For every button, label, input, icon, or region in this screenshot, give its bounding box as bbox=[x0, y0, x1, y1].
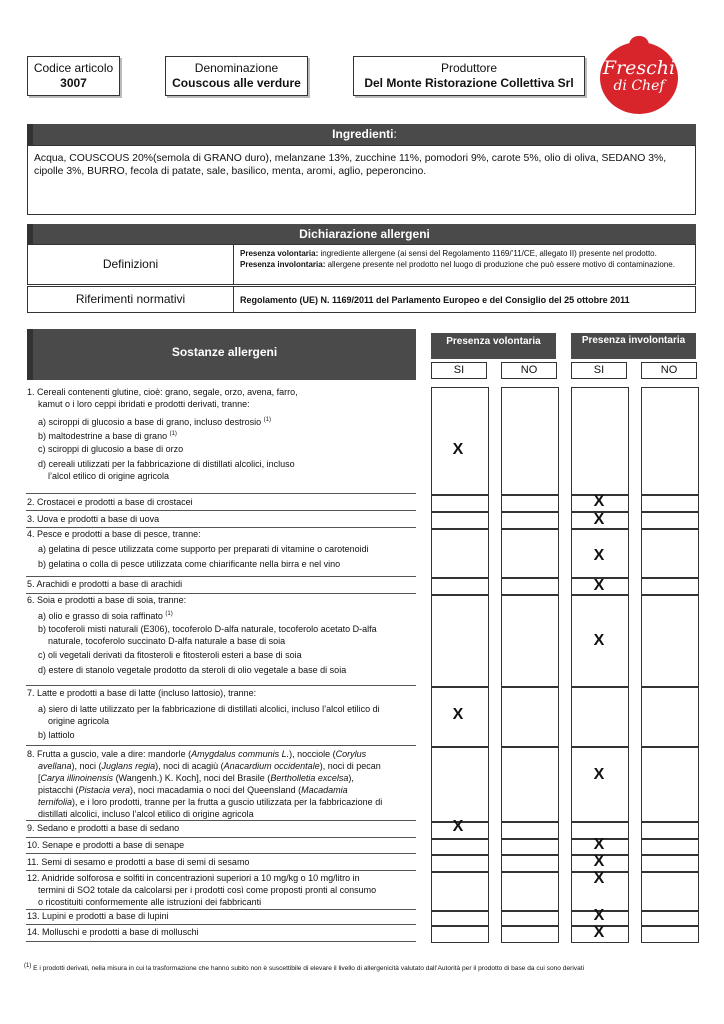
mark-r14-invol-si: X bbox=[593, 924, 605, 941]
producer-label: Produttore bbox=[440, 61, 498, 75]
col-no-invol: NO bbox=[641, 362, 697, 379]
check-cell-r5-c4 bbox=[641, 578, 699, 595]
refs-label-cell bbox=[27, 286, 234, 313]
producer-value: Del Monte Ristorazione Collettiva Srl bbox=[364, 76, 574, 90]
check-cell-r4-c4 bbox=[641, 529, 699, 578]
check-cell-r13-c1 bbox=[431, 911, 489, 926]
check-cell-r3-c4 bbox=[641, 512, 699, 529]
check-cell-r1-c2 bbox=[501, 387, 559, 495]
voluntary-header: Presenza volontaria bbox=[431, 333, 556, 359]
brand-logo bbox=[600, 42, 678, 114]
mark-r2-invol-si: X bbox=[593, 493, 605, 510]
check-cell-r11-c1 bbox=[431, 855, 489, 872]
definition-involuntary: Presenza involontaria: allergene presente nel prodotto nel luogo di produzione che può essere motivo di contaminazione. bbox=[240, 260, 675, 269]
check-cell-r14-c4 bbox=[641, 926, 699, 943]
check-cell-r14-c2 bbox=[501, 926, 559, 943]
code-value: 3007 bbox=[60, 76, 87, 90]
mark-r11-invol-si: X bbox=[593, 853, 605, 870]
check-cell-r6-c4 bbox=[641, 595, 699, 687]
check-cell-r12-c2 bbox=[501, 872, 559, 911]
definitions-text-cell bbox=[233, 244, 696, 285]
table-row-13: 13. Lupini e prodotti a base di lupini bbox=[27, 911, 169, 921]
name-label: Denominazione bbox=[194, 61, 279, 75]
check-cell-r11-c2 bbox=[501, 855, 559, 872]
check-cell-r7-c4 bbox=[641, 687, 699, 747]
mark-r12-invol-si: X bbox=[593, 870, 605, 887]
involuntary-header: Presenza involontaria bbox=[571, 333, 696, 359]
table-row-2: 2. Crostacei e prodotti a base di crostacei bbox=[27, 497, 193, 507]
mark-r8-invol-si: X bbox=[593, 766, 605, 783]
check-cell-r10-c4 bbox=[641, 839, 699, 855]
check-cell-r10-c1 bbox=[431, 839, 489, 855]
check-cell-r2-c2 bbox=[501, 495, 559, 512]
check-cell-r2-c4 bbox=[641, 495, 699, 512]
table-row-9: 9. Sedano e prodotti a base di sedano bbox=[27, 823, 180, 833]
check-cell-r8-c4 bbox=[641, 747, 699, 822]
check-cell-r8-c1 bbox=[431, 747, 489, 822]
mark-r4-invol-si: X bbox=[593, 547, 605, 564]
col-si-invol: SI bbox=[571, 362, 627, 379]
declaration-title: Dichiarazione allergeni bbox=[27, 224, 696, 244]
footnote: $^{(1)}$ E i prodotti derivati, nella misura in cui la trasformazione che hanno subito non è suscettibile di elevare il livello di allergenicità valutato dall’Autorità per il prodotto di base da cui sono derivati bbox=[24, 963, 585, 973]
check-cell-r10-c2 bbox=[501, 839, 559, 855]
check-cell-r1-c4 bbox=[641, 387, 699, 495]
col-si-vol: SI bbox=[431, 362, 487, 379]
check-cell-r11-c4 bbox=[641, 855, 699, 872]
mark-r9-vol-si: X bbox=[452, 818, 464, 835]
table-row-3: 3. Uova e prodotti a base di uova bbox=[27, 514, 160, 524]
check-cell-r7-c3 bbox=[571, 687, 629, 747]
producer-box bbox=[353, 56, 585, 96]
check-cell-r13-c4 bbox=[641, 911, 699, 926]
check-cell-r14-c1 bbox=[431, 926, 489, 943]
definition-voluntary: Presenza volontaria: ingrediente allergene (ai sensi del Regolamento 1169/’11/CE, allegato II) presente nel prodotto. bbox=[240, 249, 657, 258]
refs-label: Riferimenti normativi bbox=[75, 292, 186, 306]
code-box bbox=[27, 56, 120, 96]
check-cell-r12-c4 bbox=[641, 872, 699, 911]
definitions-label-cell bbox=[27, 244, 234, 285]
check-cell-r13-c2 bbox=[501, 911, 559, 926]
check-cell-r3-c2 bbox=[501, 512, 559, 529]
mark-r10-invol-si: X bbox=[593, 836, 605, 853]
check-cell-r5-c2 bbox=[501, 578, 559, 595]
mark-r7-vol-si: X bbox=[452, 706, 464, 723]
refs-text-cell bbox=[233, 286, 696, 313]
check-cell-r9-c2 bbox=[501, 822, 559, 839]
definitions-label: Definizioni bbox=[102, 257, 159, 271]
mark-r13-invol-si: X bbox=[593, 907, 605, 924]
table-row-10: 10. Senape e prodotti a base di senape bbox=[27, 840, 185, 850]
col-no-vol: NO bbox=[501, 362, 557, 379]
mark-r6-invol-si: X bbox=[593, 632, 605, 649]
check-cell-r1-c3 bbox=[571, 387, 629, 495]
ingredients-text: Acqua, COUSCOUS 20%(semola di GRANO duro), melanzane 13%, zucchine 11%, pomodori 9%, carote 5%, olio di oliva, SEDANO 3%, cipolle 3%, BURRO, fecola di patate, sale, basilico, menta, aromi, aglio, peperoncino. bbox=[34, 153, 667, 177]
check-cell-r9-c4 bbox=[641, 822, 699, 839]
mark-r3-invol-si: X bbox=[593, 511, 605, 528]
name-value: Couscous alle verdure bbox=[172, 76, 301, 90]
check-cell-r8-c2 bbox=[501, 747, 559, 822]
check-cell-r6-c2 bbox=[501, 595, 559, 687]
name-box bbox=[165, 56, 308, 96]
code-label: Codice articolo bbox=[33, 61, 114, 75]
refs-text: Regolamento (UE) N. 1169/2011 del Parlamento Europeo e del Consiglio del 25 ottobre 2011 bbox=[240, 295, 630, 305]
logo-line1: Freschi bbox=[602, 57, 676, 79]
check-cell-r12-c1 bbox=[431, 872, 489, 911]
check-cell-r4-c1 bbox=[431, 529, 489, 578]
check-cell-r6-c1 bbox=[431, 595, 489, 687]
ingredients-body bbox=[27, 145, 696, 215]
check-cell-r7-c2 bbox=[501, 687, 559, 747]
table-row-5: 5. Arachidi e prodotti a base di arachidi bbox=[27, 579, 183, 589]
chef-hat-icon bbox=[629, 36, 649, 48]
logo-line2: di Chef bbox=[613, 78, 665, 94]
mark-r1-vol-si: X bbox=[452, 441, 464, 458]
check-cell-r5-c1 bbox=[431, 578, 489, 595]
check-cell-r2-c1 bbox=[431, 495, 489, 512]
ingredients-title: Ingredienti: bbox=[27, 124, 696, 145]
check-cell-r8-c3 bbox=[571, 747, 629, 822]
table-row-11: 11. Semi di sesamo e prodotti a base di semi di sesamo bbox=[27, 857, 250, 867]
table-row-14: 14. Molluschi e prodotti a base di molluschi bbox=[27, 927, 199, 937]
check-cell-r4-c2 bbox=[501, 529, 559, 578]
check-cell-r3-c1 bbox=[431, 512, 489, 529]
substances-header: Sostanze allergeni bbox=[27, 329, 416, 380]
mark-r5-invol-si: X bbox=[593, 577, 605, 594]
